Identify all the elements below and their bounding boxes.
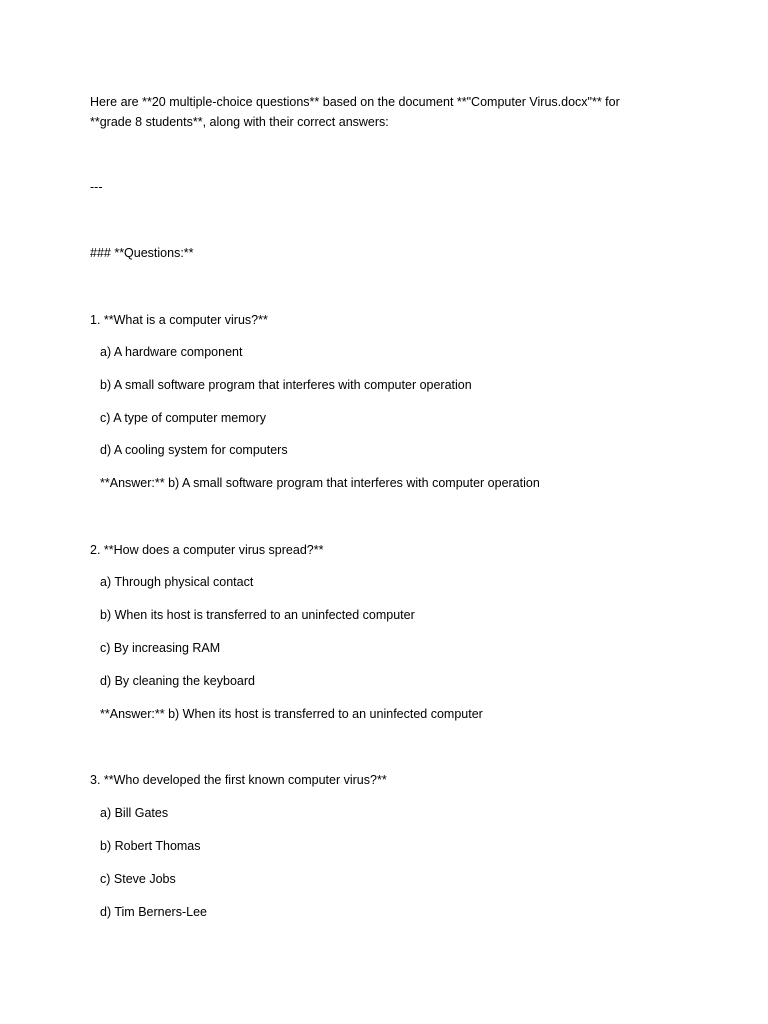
intro-line-1: Here are **20 multiple-choice questions** based on the document **"Computer Virus.docx"** for	[90, 95, 620, 109]
question-1-option-d: d) A cooling system for computers	[100, 443, 288, 457]
question-1-option-b: b) A small software program that interferes with computer operation	[100, 378, 472, 392]
question-3-option-d: d) Tim Berners-Lee	[100, 905, 207, 919]
question-1-answer: **Answer:** b) A small software program that interferes with computer operation	[100, 476, 540, 490]
question-2: 2. **How does a computer virus spread?**	[90, 543, 324, 557]
question-3-option-c: c) Steve Jobs	[100, 872, 176, 886]
question-2-option-b: b) When its host is transferred to an uninfected computer	[100, 608, 415, 622]
question-1-option-a: a) A hardware component	[100, 345, 243, 359]
question-2-option-d: d) By cleaning the keyboard	[100, 674, 255, 688]
question-2-answer: **Answer:** b) When its host is transferred to an uninfected computer	[100, 707, 483, 721]
question-3: 3. **Who developed the first known computer virus?**	[90, 773, 387, 787]
separator: ---	[90, 180, 103, 194]
question-1: 1. **What is a computer virus?**	[90, 313, 268, 327]
section-heading: ### **Questions:**	[90, 246, 194, 260]
question-2-option-c: c) By increasing RAM	[100, 641, 221, 655]
question-3-option-b: b) Robert Thomas	[100, 839, 201, 853]
intro-line-2: **grade 8 students**, along with their correct answers:	[90, 115, 389, 129]
question-3-option-a: a) Bill Gates	[100, 806, 169, 820]
question-1-option-c: c) A type of computer memory	[100, 411, 267, 425]
question-2-option-a: a) Through physical contact	[100, 575, 254, 589]
